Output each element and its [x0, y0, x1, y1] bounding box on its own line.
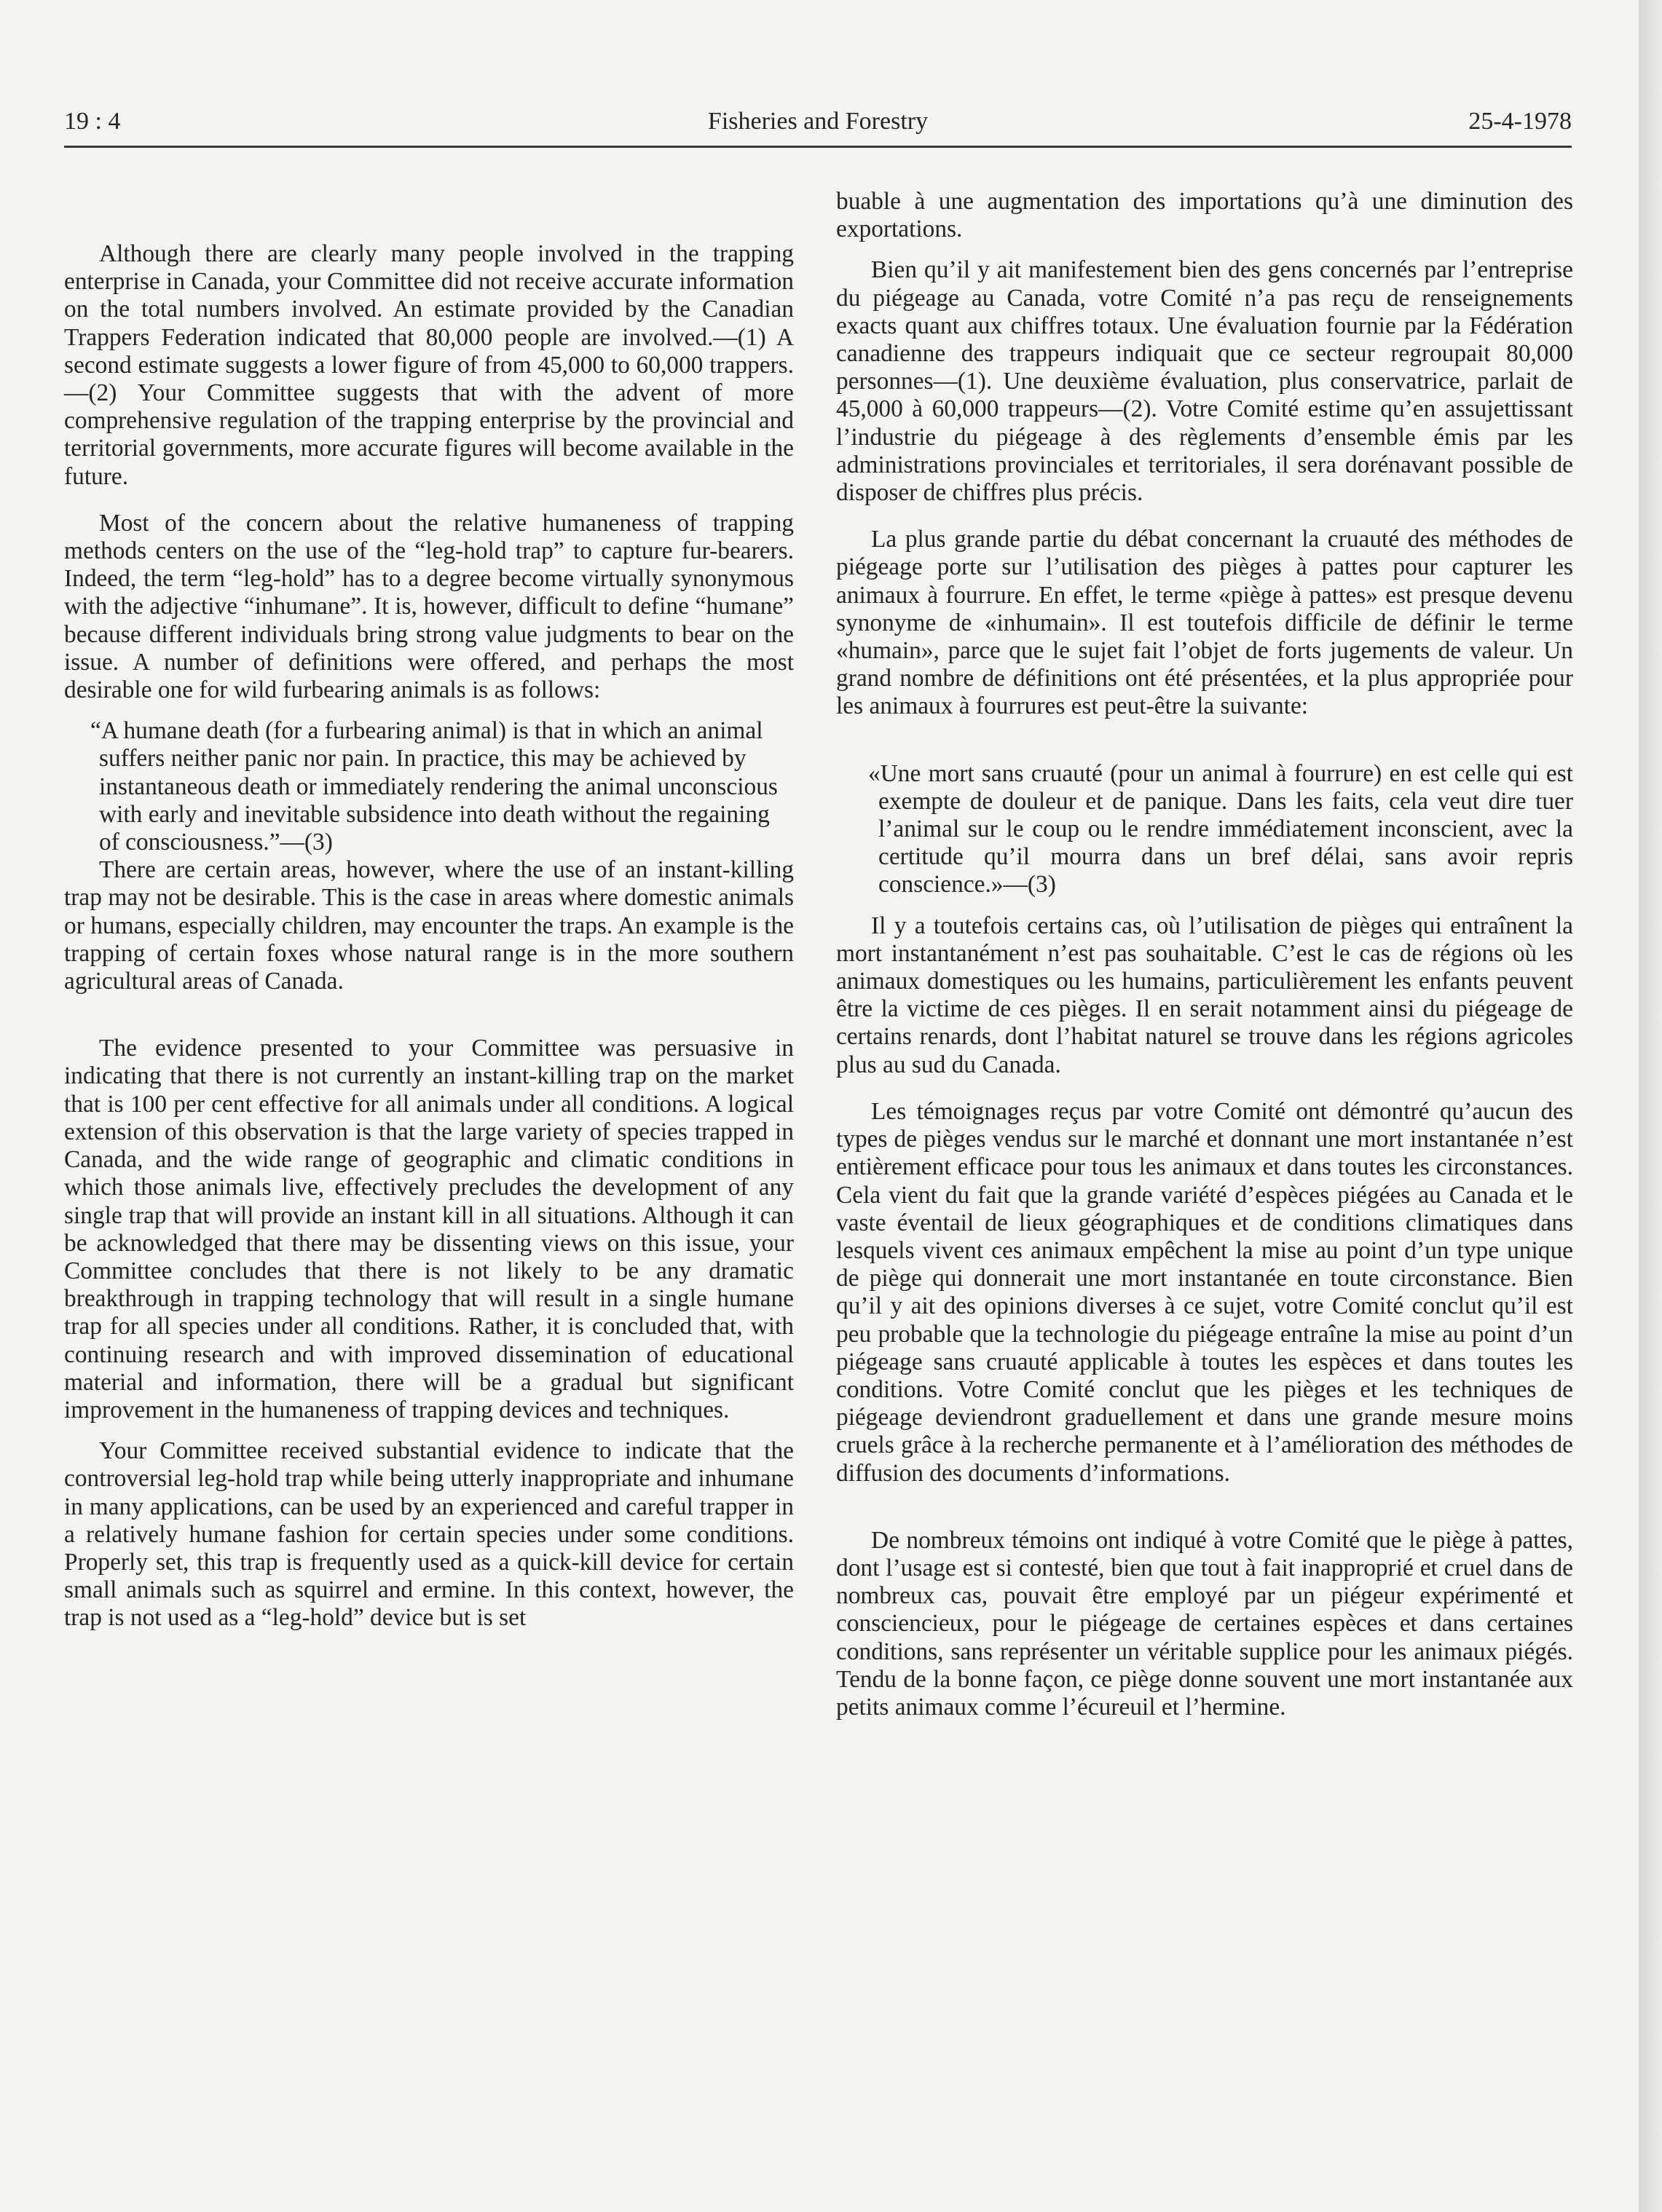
column-spacer — [64, 188, 794, 227]
french-quote: «Une mort sans cruauté (pour un animal à fourrure) en est celle qui est exempte de douleur et de panique. Dans les faits, cela veut dire tuer l’animal sur le coup ou le rendre immédiatement inconscient, avec la certitude qu’il mourra dans un bref délai, sans avoir repris conscience.»—(3) — [868, 759, 1573, 898]
english-paragraph-leg-hold-use: Your Committee received substantial evidence to indicate that the controversial leg-hold trap while being utterly inappropriate and inhumane in many applications, can be used by an experienced and careful trapper in a relatively humane fashion for certain species under some conditions. Properly set, this trap is frequently used as a quick-kill device for certain small animals such as squirrel and ermine. In this context, however, the trap is not used as a “leg-hold” device but is set — [64, 1437, 794, 1632]
paragraph-gap — [836, 1488, 1573, 1527]
french-paragraph-numbers: Bien qu’il y ait manifestement bien des gens concernés par l’entreprise du piégeage au Canada, votre Comité n’a pas reçu de renseignements exacts quant aux chiffres totaux. Une évaluation fournie par la Fédération canadienne des trappeurs indiquait que ce secteur regroupait 80,000 personnes—(1). Une deuxième évaluation, plus conservatrice, parlait de 45,000 à 60,000 trappeurs—(2). Votre Comité estime qu’en assujettissant l’industrie du piégeage à des règlements d’ensemble émis par les administrations provinciales et territoriales, il sera dorénavant possible de disposer de chiffres plus précis. — [836, 256, 1573, 507]
paragraph-gap — [64, 995, 794, 1035]
french-paragraph-leg-hold-use: De nombreux témoins ont indiqué à votre Comité que le piège à pattes, dont l’usage est si contesté, bien que tout à fait inapproprié et cruel dans de nombreux cas, pouvait être employé par un piégeur expérimenté et consciencieux, pour le piégeage de certaines espèces et dans certaines conditions, sans représenter un véritable supplice pour les animaux piégés. Tendu de la bonne façon, ce piège donne souvent une mort instantanée aux petits animaux comme l’écureuil et l’hermine. — [836, 1526, 1573, 1721]
paragraph-gap — [836, 243, 1573, 256]
english-paragraph-areas: There are certain areas, however, where the use of an instant-killing trap may not be desirable. This is the case in areas where domestic animals or humans, especially children, may encounter the traps. An example is the trapping of certain foxes whose natural range is in the more southern agricultural areas of Canada. — [64, 856, 794, 995]
english-quote: “A humane death (for a furbearing animal) is that in which an animal suffers neither panic nor pain. In practice, this may be achieved by instantaneous death or immediately rendering the animal unconscious with early and inevitable subsidence into death without the regaining of consciousness.”—(3) — [90, 717, 778, 856]
english-paragraph-evidence: The evidence presented to your Committee was persuasive in indicating that there is not currently an instant-killing trap on the market that is 100 per cent effective for all animals under all conditions. A logical extension of this observation is that the large variety of species trapped in Canada, and the wide range of geographic and climatic conditions in which those animals live, effectively precludes the development of any single trap that will provide an instant kill in all situations. Although it can be acknowledged that there may be dissenting views on this issue, your Committee concludes that there is not likely to be any dramatic breakthrough in trapping technology that will result in a single humane trap for all species under all conditions. Rather, it is concluded that, with continuing research and with improved dissemination of educational material and information, there will be a gradual but significant improvement in the humaneness of trapping devices and techniques. — [64, 1035, 794, 1423]
paragraph-gap — [836, 721, 1573, 760]
paragraph-gap — [64, 1424, 794, 1437]
french-paragraph-leg-hold: La plus grande partie du débat concernant la cruauté des méthodes de piégeage porte sur l’utilisation des pièges à pattes pour capturer les animaux à fourrure. En effet, le terme «piège à pattes» est presque devenu synonyme de «inhumain». Il est toutefois difficile de définir le terme «humain», parce que le sujet fait l’objet de forts jugements de valeur. Un grand nombre de définitions ont été présentées, et la plus appropriée pour les animaux à fourrures est peut-être la suivante: — [836, 526, 1573, 720]
paragraph-gap — [836, 507, 1573, 526]
paragraph-gap — [836, 899, 1573, 912]
english-paragraph-leg-hold: Most of the concern about the relative humaneness of trapping methods centers on the use of the “leg-hold trap” to capture fur-bearers. Indeed, the term “leg-hold” has to a degree become virtually synonymous with the adjective “inhumane”. It is, however, difficult to define “humane” because different individuals bring strong value judgments to bear on the issue. A number of definitions were offered, and perhaps the most desirable one for wild furbearing animals is as follows: — [64, 509, 794, 704]
paragraph-gap — [64, 704, 794, 717]
header-date: 25-4-1978 — [1468, 108, 1572, 135]
column-spacer — [64, 227, 794, 240]
page-header — [64, 108, 1572, 151]
english-column — [64, 188, 794, 1632]
header-rule — [64, 146, 1572, 148]
page-edge-shadow — [1639, 0, 1662, 2212]
english-paragraph-numbers: Although there are clearly many people involved in the trapping enterprise in Canada, your Committee did not receive accurate information on the total numbers involved. An estimate provided by the Canadian Trappers Federation indicated that 80,000 people are involved.—(1) A second estimate suggests a lower figure of from 45,000 to 60,000 trappers.—(2) Your Committee suggests that with the advent of more comprehensive regulation of the trapping enterprise by the provincial and territorial governments, more accurate figures will become available in the future. — [64, 240, 794, 490]
page-number: 19 : 4 — [64, 108, 121, 135]
running-title: Fisheries and Forestry — [707, 108, 929, 135]
french-paragraph-continued: buable à une augmentation des importations qu’à une diminution des exportations. — [836, 188, 1573, 243]
french-paragraph-areas: Il y a toutefois certains cas, où l’utilisation de pièges qui entraînent la mort instantanément n’est pas souhaitable. C’est le cas de régions où les animaux domestiques ou les humains, particulièrement les enfants peuvent être la victime de ces pièges. Il en serait notamment ainsi du piégeage de certains renards, dont l’habitat naturel se trouve dans les régions agricoles plus au sud du Canada. — [836, 912, 1573, 1078]
french-column — [836, 188, 1573, 1721]
paragraph-gap — [64, 491, 794, 510]
paragraph-gap — [836, 1079, 1573, 1098]
french-paragraph-evidence: Les témoignages reçus par votre Comité ont démontré qu’aucun des types de pièges vendus sur le marché et donnant une mort instantanée n’est entièrement efficace pour tous les animaux et dans toutes les circonstances. Cela vient du fait que la grande variété d’espèces piégées au Canada et le vaste éventail de lieux géographiques et de conditions climatiques dans lesquels vivent ces animaux empêchent la mise au point d’un type unique de piège qui donnerait une mort instantanée en toute circonstance. Bien qu’il y ait des opinions diverses à ce sujet, votre Comité conclut qu’il est peu probable que la technologie du piégeage entraîne la mise au point d’un piégeage sans cruauté applicable à toutes les espèces et dans toutes les conditions. Votre Comité conclut que les pièges et les techniques de piégeage deviendront graduellement et dans une grande mesure moins cruels grâce à la recherche permanente et à l’amélioration des méthodes de diffusion des documents d’informations. — [836, 1097, 1573, 1487]
